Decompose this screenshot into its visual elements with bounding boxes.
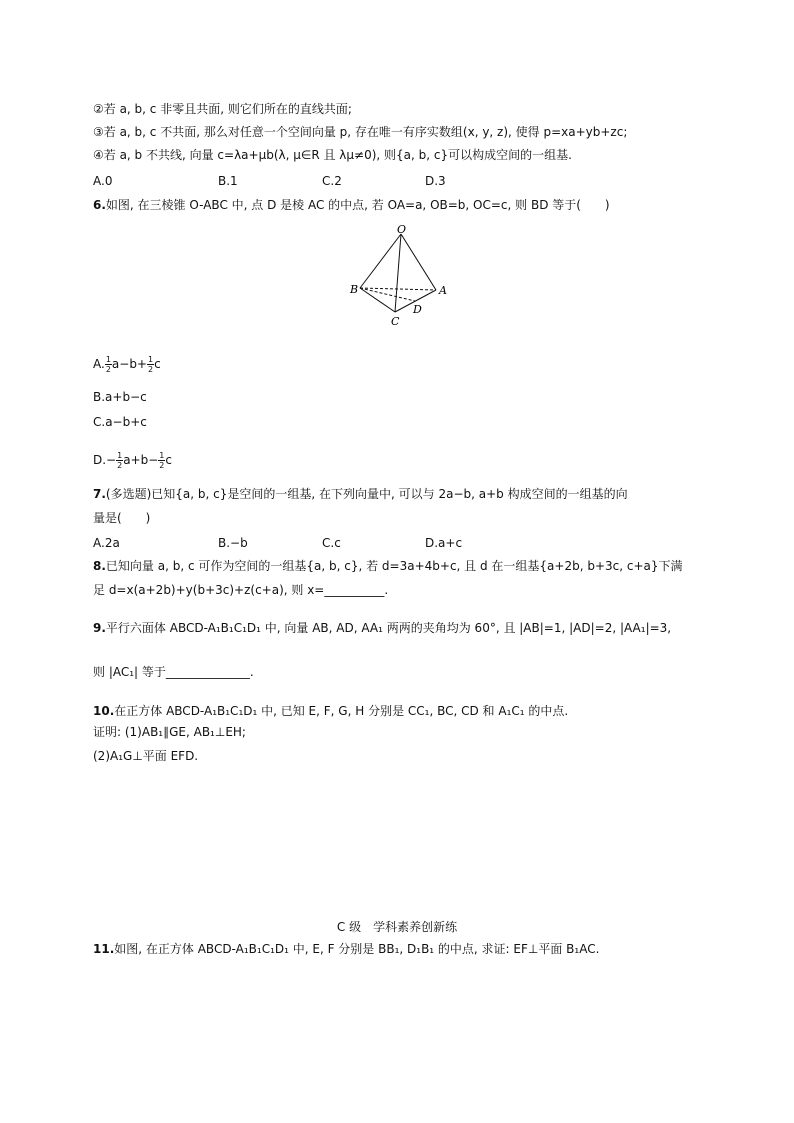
q5-option-a: A.0 xyxy=(93,174,113,188)
fraction-numerator: 1 xyxy=(159,451,165,460)
fraction-numerator: 1 xyxy=(105,355,111,364)
q8-stem-text: 已知向量 a, b, c 可作为空间的一组基{a, b, c}, 若 d=3a+4b+c, 且 d 在一组基{a+2b, b+3c, c+a}下满 xyxy=(105,559,683,573)
q6-stem xyxy=(93,197,610,213)
q9-stem-line-1 xyxy=(93,620,671,636)
q5-statement-3: ③若 a, b, c 不共面, 那么对任意一个空间向量 p, 存在唯一有序实数组(x, y, z), 使得 p=xa+yb+zc; xyxy=(93,125,628,139)
q10-proof-part-1: 证明: (1)AB₁∥GE, AB₁⊥EH; xyxy=(93,725,246,739)
q11-stem-text: 如图, 在正方体 ABCD-A₁B₁C₁D₁ 中, E, F 分别是 BB₁, D₁B₁ 的中点, 求证: EF⊥平面 B₁AC. xyxy=(114,942,600,956)
q6-option-a-fraction-1 xyxy=(105,355,112,374)
q6-option-c: C.a−b+c xyxy=(93,415,147,429)
q11-number: 11. xyxy=(93,942,115,956)
q8-number: 8. xyxy=(93,559,106,573)
section-c-heading: C 级 学科素养创新练 xyxy=(336,920,458,934)
q5-statement-2: ②若 a, b, c 非零且共面, 则它们所在的直线共面; xyxy=(93,102,352,116)
q8-stem-line-2: 足 d=x(a+2b)+y(b+3c)+z(c+a), 则 x=__________. xyxy=(93,583,389,597)
q5-option-b: B.1 xyxy=(218,174,238,188)
fraction-denominator: 2 xyxy=(148,365,154,374)
q10-proof-part-2: (2)A₁G⊥平面 EFD. xyxy=(93,749,199,763)
q6-number: 6. xyxy=(93,198,106,212)
q7-stem-line-2: 量是( ) xyxy=(93,511,151,525)
fraction-numerator: 1 xyxy=(148,355,154,364)
q6-option-b: B.a+b−c xyxy=(93,390,147,404)
q6-option-d-middle: a+b− xyxy=(123,453,159,467)
q7-option-d: D.a+c xyxy=(425,536,463,550)
fraction-denominator: 2 xyxy=(105,365,111,374)
fraction-denominator: 2 xyxy=(117,461,123,470)
fraction-denominator: 2 xyxy=(159,461,165,470)
vertex-label-o: O xyxy=(397,223,407,236)
vertex-label-a: A xyxy=(439,284,447,297)
tetrahedron-figure xyxy=(340,222,460,332)
q9-number: 9. xyxy=(93,621,106,635)
q6-option-a-end: c xyxy=(154,357,161,371)
q6-stem-text: 如图, 在三棱锥 O-ABC 中, 点 D 是棱 AC 的中点, 若 OA=a, OB=b, OC=c, 则 BD 等于( ) xyxy=(105,198,610,212)
q9-stem-text: 平行六面体 ABCD-A₁B₁C₁D₁ 中, 向量 AB, AD, AA₁ 两两的夹角均为 60°, 且 |AB|=1, |AD|=2, |AA₁|=3, xyxy=(105,621,672,635)
q7-option-a: A.2a xyxy=(93,536,120,550)
q6-option-d-prefix: D.− xyxy=(93,453,117,467)
vertex-label-d: D xyxy=(413,303,422,316)
fraction-numerator: 1 xyxy=(117,451,123,460)
q6-option-d-end: c xyxy=(165,453,172,467)
q7-stem-line-1 xyxy=(93,486,628,502)
q6-option-a xyxy=(93,355,161,374)
q5-statement-4: ④若 a, b 不共线, 向量 c=λa+μb(λ, μ∈R 且 λμ≠0), 则{a, b, c}可以构成空间的一组基. xyxy=(93,148,572,162)
q8-stem-line-1 xyxy=(93,558,683,574)
q6-option-d xyxy=(93,451,172,470)
q7-option-b: B.−b xyxy=(218,536,248,550)
q7-number: 7. xyxy=(93,487,106,501)
q7-stem-text: (多选题)已知{a, b, c}是空间的一组基, 在下列向量中, 可以与 2a−b, a+b 构成空间的一组基的向 xyxy=(105,487,628,501)
q5-option-d: D.3 xyxy=(425,174,446,188)
q6-option-a-middle: a−b+ xyxy=(111,357,147,371)
q11-stem xyxy=(93,941,599,957)
q5-option-c: C.2 xyxy=(322,174,342,188)
q10-stem xyxy=(93,703,568,719)
vertex-label-c: C xyxy=(391,315,400,328)
q6-option-a-prefix: A. xyxy=(93,357,105,371)
q10-stem-text: 在正方体 ABCD-A₁B₁C₁D₁ 中, 已知 E, F, G, H 分别是 CC₁, BC, CD 和 A₁C₁ 的中点. xyxy=(114,704,569,718)
q7-option-c: C.c xyxy=(322,536,341,550)
q9-stem-line-2: 则 |AC₁| 等于______________. xyxy=(93,665,254,679)
vertex-label-b: B xyxy=(350,283,359,296)
q10-number: 10. xyxy=(93,704,115,718)
